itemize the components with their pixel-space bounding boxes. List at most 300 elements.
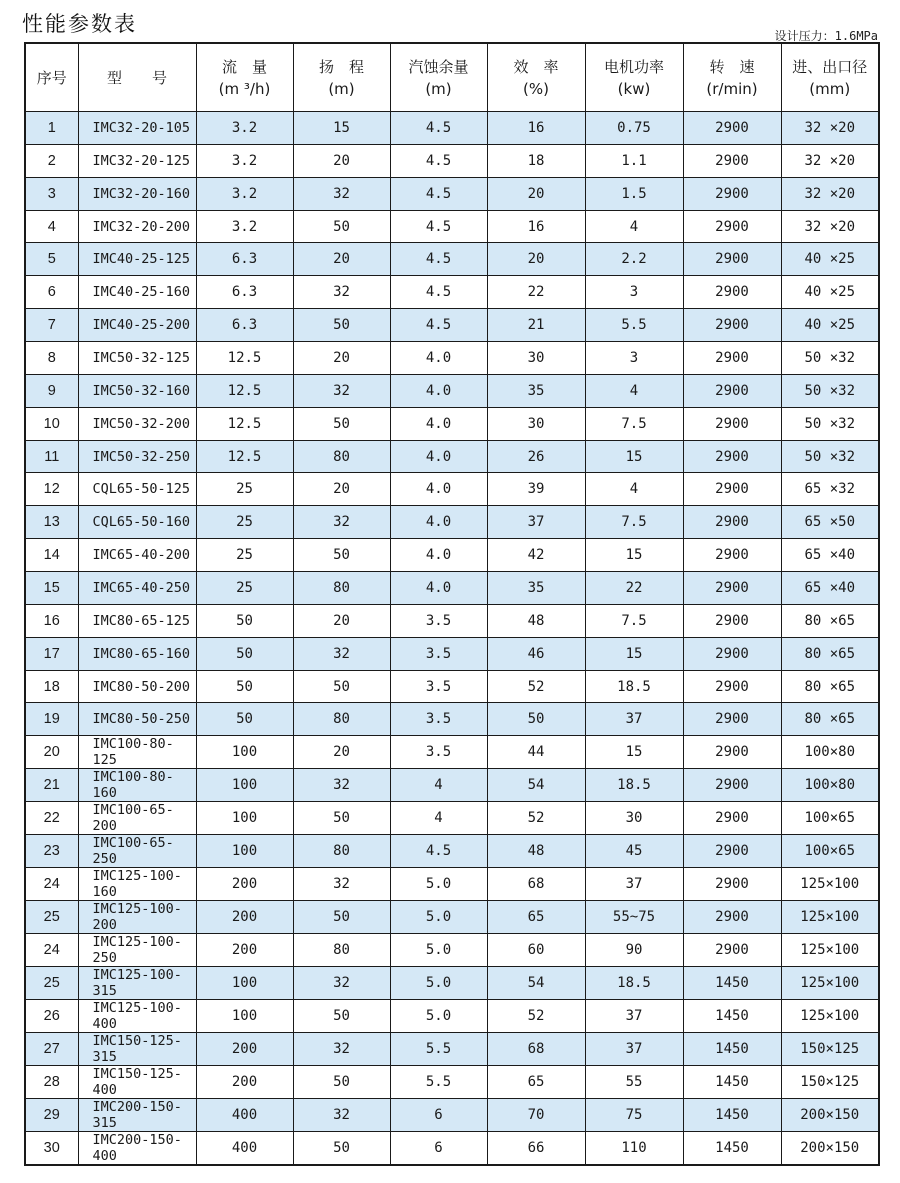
flow-cell: 3.2 <box>196 112 293 145</box>
port-cell: 100×65 <box>781 835 879 868</box>
efficiency-cell: 52 <box>487 1000 585 1033</box>
efficiency-cell: 30 <box>487 342 585 375</box>
npsh-cell: 5.5 <box>390 1033 487 1066</box>
flow-cell: 50 <box>196 637 293 670</box>
head-cell: 32 <box>293 177 390 210</box>
design-pressure-note: 设计压力：1.6MPa <box>774 29 878 43</box>
table-row <box>25 144 879 177</box>
power-cell: 110 <box>585 1132 683 1166</box>
head-cell: 32 <box>293 868 390 901</box>
seq-cell: 26 <box>25 1000 78 1033</box>
seq-cell: 6 <box>25 276 78 309</box>
flow-cell: 100 <box>196 736 293 769</box>
speed-cell: 1450 <box>683 1132 781 1166</box>
model-cell: CQL65-50-125 <box>78 473 196 506</box>
head-cell: 80 <box>293 835 390 868</box>
port-cell: 125×100 <box>781 967 879 1000</box>
table-row <box>25 1099 879 1132</box>
model-cell: IMC50-32-200 <box>78 407 196 440</box>
seq-cell: 12 <box>25 473 78 506</box>
port-cell: 32 ×20 <box>781 177 879 210</box>
head-cell: 20 <box>293 144 390 177</box>
port-cell: 40 ×25 <box>781 309 879 342</box>
model-cell: IMC32-20-200 <box>78 210 196 243</box>
model-cell: IMC32-20-105 <box>78 112 196 145</box>
model-cell: IMC150-125-315 <box>78 1033 196 1066</box>
port-cell: 65 ×40 <box>781 572 879 605</box>
npsh-cell: 5.0 <box>390 967 487 1000</box>
seq-cell: 2 <box>25 144 78 177</box>
efficiency-cell: 52 <box>487 802 585 835</box>
model-cell: IMC65-40-200 <box>78 539 196 572</box>
speed-cell: 2900 <box>683 177 781 210</box>
power-cell: 1.1 <box>585 144 683 177</box>
seq-cell: 1 <box>25 112 78 145</box>
head-cell: 80 <box>293 934 390 967</box>
seq-cell: 4 <box>25 210 78 243</box>
efficiency-cell: 52 <box>487 670 585 703</box>
model-cell: IMC50-32-160 <box>78 374 196 407</box>
npsh-cell: 4.5 <box>390 243 487 276</box>
npsh-cell: 4.0 <box>390 506 487 539</box>
head-cell: 32 <box>293 276 390 309</box>
npsh-cell: 4.0 <box>390 440 487 473</box>
port-cell: 150×125 <box>781 1033 879 1066</box>
port-cell: 50 ×32 <box>781 342 879 375</box>
power-cell: 3 <box>585 276 683 309</box>
table-row <box>25 670 879 703</box>
port-cell: 100×80 <box>781 736 879 769</box>
flow-cell: 6.3 <box>196 276 293 309</box>
flow-cell: 12.5 <box>196 440 293 473</box>
table-row <box>25 901 879 934</box>
head-cell: 50 <box>293 210 390 243</box>
table-row <box>25 473 879 506</box>
table-row <box>25 868 879 901</box>
seq-cell: 9 <box>25 374 78 407</box>
npsh-cell: 3.5 <box>390 604 487 637</box>
head-cell: 32 <box>293 769 390 802</box>
power-cell: 2.2 <box>585 243 683 276</box>
efficiency-cell: 66 <box>487 1132 585 1166</box>
efficiency-cell: 44 <box>487 736 585 769</box>
speed-cell: 2900 <box>683 506 781 539</box>
table-row <box>25 407 879 440</box>
npsh-cell: 5.0 <box>390 934 487 967</box>
header-head: 扬 程 (m) <box>293 43 390 112</box>
seq-cell: 24 <box>25 934 78 967</box>
efficiency-cell: 30 <box>487 407 585 440</box>
head-cell: 32 <box>293 1099 390 1132</box>
power-cell: 7.5 <box>585 604 683 637</box>
model-cell: IMC50-32-125 <box>78 342 196 375</box>
head-cell: 50 <box>293 539 390 572</box>
flow-cell: 200 <box>196 901 293 934</box>
model-cell: IMC100-80-125 <box>78 736 196 769</box>
port-cell: 32 ×20 <box>781 112 879 145</box>
seq-cell: 30 <box>25 1132 78 1166</box>
speed-cell: 2900 <box>683 407 781 440</box>
page-title: 性能参数表 <box>22 12 137 36</box>
npsh-cell: 4.0 <box>390 407 487 440</box>
power-cell: 18.5 <box>585 670 683 703</box>
table-row <box>25 1033 879 1066</box>
efficiency-cell: 16 <box>487 210 585 243</box>
table-row <box>25 934 879 967</box>
efficiency-cell: 65 <box>487 901 585 934</box>
port-cell: 65 ×32 <box>781 473 879 506</box>
model-cell: IMC80-65-160 <box>78 637 196 670</box>
table-row <box>25 210 879 243</box>
seq-cell: 29 <box>25 1099 78 1132</box>
npsh-cell: 4.5 <box>390 144 487 177</box>
model-cell: IMC100-65-200 <box>78 802 196 835</box>
head-cell: 80 <box>293 703 390 736</box>
speed-cell: 2900 <box>683 144 781 177</box>
port-cell: 65 ×50 <box>781 506 879 539</box>
speed-cell: 2900 <box>683 736 781 769</box>
seq-cell: 28 <box>25 1066 78 1099</box>
efficiency-cell: 22 <box>487 276 585 309</box>
head-cell: 32 <box>293 1033 390 1066</box>
head-cell: 20 <box>293 736 390 769</box>
efficiency-cell: 16 <box>487 112 585 145</box>
efficiency-cell: 21 <box>487 309 585 342</box>
npsh-cell: 4.0 <box>390 539 487 572</box>
head-cell: 50 <box>293 1066 390 1099</box>
npsh-cell: 3.5 <box>390 736 487 769</box>
model-cell: IMC80-50-250 <box>78 703 196 736</box>
port-cell: 40 ×25 <box>781 276 879 309</box>
efficiency-cell: 20 <box>487 243 585 276</box>
table-row <box>25 736 879 769</box>
efficiency-cell: 39 <box>487 473 585 506</box>
flow-cell: 200 <box>196 1066 293 1099</box>
efficiency-cell: 26 <box>487 440 585 473</box>
efficiency-cell: 35 <box>487 374 585 407</box>
head-cell: 50 <box>293 309 390 342</box>
power-cell: 45 <box>585 835 683 868</box>
power-cell: 37 <box>585 1033 683 1066</box>
flow-cell: 50 <box>196 703 293 736</box>
port-cell: 65 ×40 <box>781 539 879 572</box>
model-cell: IMC80-65-125 <box>78 604 196 637</box>
flow-cell: 200 <box>196 934 293 967</box>
port-cell: 100×65 <box>781 802 879 835</box>
flow-cell: 6.3 <box>196 309 293 342</box>
power-cell: 18.5 <box>585 967 683 1000</box>
model-cell: IMC150-125-400 <box>78 1066 196 1099</box>
npsh-cell: 6 <box>390 1099 487 1132</box>
speed-cell: 2900 <box>683 276 781 309</box>
flow-cell: 50 <box>196 670 293 703</box>
speed-cell: 2900 <box>683 243 781 276</box>
efficiency-cell: 46 <box>487 637 585 670</box>
flow-cell: 6.3 <box>196 243 293 276</box>
model-cell: IMC100-65-250 <box>78 835 196 868</box>
speed-cell: 2900 <box>683 309 781 342</box>
flow-cell: 50 <box>196 604 293 637</box>
model-cell: IMC125-100-200 <box>78 901 196 934</box>
flow-cell: 12.5 <box>196 342 293 375</box>
flow-cell: 100 <box>196 769 293 802</box>
power-cell: 15 <box>585 637 683 670</box>
power-cell: 7.5 <box>585 506 683 539</box>
flow-cell: 25 <box>196 572 293 605</box>
model-cell: IMC80-50-200 <box>78 670 196 703</box>
seq-cell: 25 <box>25 967 78 1000</box>
seq-cell: 18 <box>25 670 78 703</box>
port-cell: 100×80 <box>781 769 879 802</box>
speed-cell: 2900 <box>683 342 781 375</box>
flow-cell: 12.5 <box>196 407 293 440</box>
npsh-cell: 5.5 <box>390 1066 487 1099</box>
power-cell: 3 <box>585 342 683 375</box>
flow-cell: 100 <box>196 802 293 835</box>
model-cell: IMC125-100-315 <box>78 967 196 1000</box>
speed-cell: 2900 <box>683 901 781 934</box>
speed-cell: 1450 <box>683 1099 781 1132</box>
header-motor-power: 电机功率 (kw) <box>585 43 683 112</box>
port-cell: 125×100 <box>781 1000 879 1033</box>
npsh-cell: 4 <box>390 802 487 835</box>
head-cell: 20 <box>293 243 390 276</box>
model-cell: IMC40-25-125 <box>78 243 196 276</box>
speed-cell: 1450 <box>683 1000 781 1033</box>
table-row <box>25 1066 879 1099</box>
seq-cell: 19 <box>25 703 78 736</box>
header-seq: 序号 <box>25 43 78 112</box>
head-cell: 32 <box>293 967 390 1000</box>
efficiency-cell: 37 <box>487 506 585 539</box>
npsh-cell: 3.5 <box>390 637 487 670</box>
seq-cell: 11 <box>25 440 78 473</box>
model-cell: IMC125-100-250 <box>78 934 196 967</box>
head-cell: 15 <box>293 112 390 145</box>
table-row <box>25 342 879 375</box>
model-cell: IMC40-25-160 <box>78 276 196 309</box>
power-cell: 37 <box>585 868 683 901</box>
seq-cell: 20 <box>25 736 78 769</box>
speed-cell: 2900 <box>683 703 781 736</box>
speed-cell: 2900 <box>683 637 781 670</box>
npsh-cell: 4.5 <box>390 177 487 210</box>
power-cell: 75 <box>585 1099 683 1132</box>
flow-cell: 25 <box>196 473 293 506</box>
flow-cell: 200 <box>196 1033 293 1066</box>
efficiency-cell: 42 <box>487 539 585 572</box>
flow-cell: 400 <box>196 1099 293 1132</box>
head-cell: 20 <box>293 473 390 506</box>
port-cell: 50 ×32 <box>781 374 879 407</box>
model-cell: IMC125-100-160 <box>78 868 196 901</box>
model-cell: IMC40-25-200 <box>78 309 196 342</box>
header-npsh: 汽蚀余量 (m) <box>390 43 487 112</box>
npsh-cell: 6 <box>390 1132 487 1166</box>
head-cell: 50 <box>293 802 390 835</box>
model-cell: IMC50-32-250 <box>78 440 196 473</box>
speed-cell: 2900 <box>683 868 781 901</box>
port-cell: 32 ×20 <box>781 144 879 177</box>
head-cell: 32 <box>293 637 390 670</box>
speed-cell: 2900 <box>683 835 781 868</box>
speed-cell: 2900 <box>683 210 781 243</box>
head-cell: 80 <box>293 572 390 605</box>
speed-cell: 2900 <box>683 440 781 473</box>
speed-cell: 2900 <box>683 934 781 967</box>
port-cell: 80 ×65 <box>781 703 879 736</box>
power-cell: 7.5 <box>585 407 683 440</box>
performance-table <box>24 42 880 1166</box>
power-cell: 37 <box>585 1000 683 1033</box>
power-cell: 55 <box>585 1066 683 1099</box>
flow-cell: 25 <box>196 539 293 572</box>
head-cell: 32 <box>293 506 390 539</box>
npsh-cell: 4.5 <box>390 276 487 309</box>
efficiency-cell: 35 <box>487 572 585 605</box>
npsh-cell: 4.5 <box>390 210 487 243</box>
table-row <box>25 1000 879 1033</box>
npsh-cell: 4.0 <box>390 572 487 605</box>
table-row <box>25 276 879 309</box>
power-cell: 5.5 <box>585 309 683 342</box>
head-cell: 20 <box>293 342 390 375</box>
seq-cell: 22 <box>25 802 78 835</box>
model-cell: IMC65-40-250 <box>78 572 196 605</box>
table-row <box>25 604 879 637</box>
seq-cell: 14 <box>25 539 78 572</box>
table-body <box>25 112 879 1166</box>
flow-cell: 200 <box>196 868 293 901</box>
npsh-cell: 4 <box>390 769 487 802</box>
seq-cell: 13 <box>25 506 78 539</box>
seq-cell: 16 <box>25 604 78 637</box>
power-cell: 22 <box>585 572 683 605</box>
seq-cell: 17 <box>25 637 78 670</box>
efficiency-cell: 18 <box>487 144 585 177</box>
port-cell: 80 ×65 <box>781 604 879 637</box>
efficiency-cell: 50 <box>487 703 585 736</box>
power-cell: 15 <box>585 440 683 473</box>
efficiency-cell: 68 <box>487 868 585 901</box>
efficiency-cell: 48 <box>487 604 585 637</box>
seq-cell: 10 <box>25 407 78 440</box>
flow-cell: 100 <box>196 967 293 1000</box>
efficiency-cell: 65 <box>487 1066 585 1099</box>
speed-cell: 1450 <box>683 1066 781 1099</box>
speed-cell: 2900 <box>683 473 781 506</box>
speed-cell: 1450 <box>683 1033 781 1066</box>
head-cell: 80 <box>293 440 390 473</box>
model-cell: IMC32-20-125 <box>78 144 196 177</box>
port-cell: 200×150 <box>781 1132 879 1166</box>
efficiency-cell: 54 <box>487 967 585 1000</box>
seq-cell: 25 <box>25 901 78 934</box>
flow-cell: 100 <box>196 1000 293 1033</box>
port-cell: 32 ×20 <box>781 210 879 243</box>
power-cell: 0.75 <box>585 112 683 145</box>
power-cell: 4 <box>585 374 683 407</box>
speed-cell: 2900 <box>683 112 781 145</box>
flow-cell: 25 <box>196 506 293 539</box>
table-row <box>25 1132 879 1166</box>
power-cell: 90 <box>585 934 683 967</box>
flow-cell: 12.5 <box>196 374 293 407</box>
head-cell: 32 <box>293 374 390 407</box>
header-row <box>25 43 879 112</box>
seq-cell: 8 <box>25 342 78 375</box>
flow-cell: 100 <box>196 835 293 868</box>
seq-cell: 3 <box>25 177 78 210</box>
flow-cell: 3.2 <box>196 144 293 177</box>
speed-cell: 2900 <box>683 374 781 407</box>
seq-cell: 21 <box>25 769 78 802</box>
head-cell: 50 <box>293 407 390 440</box>
speed-cell: 2900 <box>683 802 781 835</box>
model-cell: IMC125-100-400 <box>78 1000 196 1033</box>
port-cell: 125×100 <box>781 868 879 901</box>
npsh-cell: 4.0 <box>390 473 487 506</box>
efficiency-cell: 60 <box>487 934 585 967</box>
head-cell: 50 <box>293 1132 390 1166</box>
table-row <box>25 835 879 868</box>
port-cell: 50 ×32 <box>781 440 879 473</box>
port-cell: 150×125 <box>781 1066 879 1099</box>
npsh-cell: 4.5 <box>390 835 487 868</box>
port-cell: 40 ×25 <box>781 243 879 276</box>
table-row <box>25 506 879 539</box>
power-cell: 37 <box>585 703 683 736</box>
head-cell: 50 <box>293 670 390 703</box>
table-row <box>25 769 879 802</box>
table-row <box>25 374 879 407</box>
table-row <box>25 572 879 605</box>
table-row <box>25 243 879 276</box>
table-row <box>25 440 879 473</box>
header-model: 型 号 <box>78 43 196 112</box>
model-cell: IMC200-150-315 <box>78 1099 196 1132</box>
npsh-cell: 4.0 <box>390 374 487 407</box>
speed-cell: 2900 <box>683 539 781 572</box>
efficiency-cell: 68 <box>487 1033 585 1066</box>
seq-cell: 24 <box>25 868 78 901</box>
head-cell: 20 <box>293 604 390 637</box>
table-row <box>25 309 879 342</box>
power-cell: 30 <box>585 802 683 835</box>
model-cell: IMC32-20-160 <box>78 177 196 210</box>
seq-cell: 27 <box>25 1033 78 1066</box>
seq-cell: 23 <box>25 835 78 868</box>
port-cell: 125×100 <box>781 934 879 967</box>
table-row <box>25 539 879 572</box>
efficiency-cell: 54 <box>487 769 585 802</box>
model-cell: CQL65-50-160 <box>78 506 196 539</box>
head-cell: 50 <box>293 1000 390 1033</box>
npsh-cell: 4.5 <box>390 112 487 145</box>
port-cell: 80 ×65 <box>781 670 879 703</box>
npsh-cell: 3.5 <box>390 703 487 736</box>
table-row <box>25 967 879 1000</box>
power-cell: 4 <box>585 210 683 243</box>
port-cell: 50 ×32 <box>781 407 879 440</box>
flow-cell: 400 <box>196 1132 293 1166</box>
model-cell: IMC100-80-160 <box>78 769 196 802</box>
model-cell: IMC200-150-400 <box>78 1132 196 1166</box>
table-row <box>25 703 879 736</box>
port-cell: 80 ×65 <box>781 637 879 670</box>
speed-cell: 2900 <box>683 769 781 802</box>
speed-cell: 2900 <box>683 604 781 637</box>
